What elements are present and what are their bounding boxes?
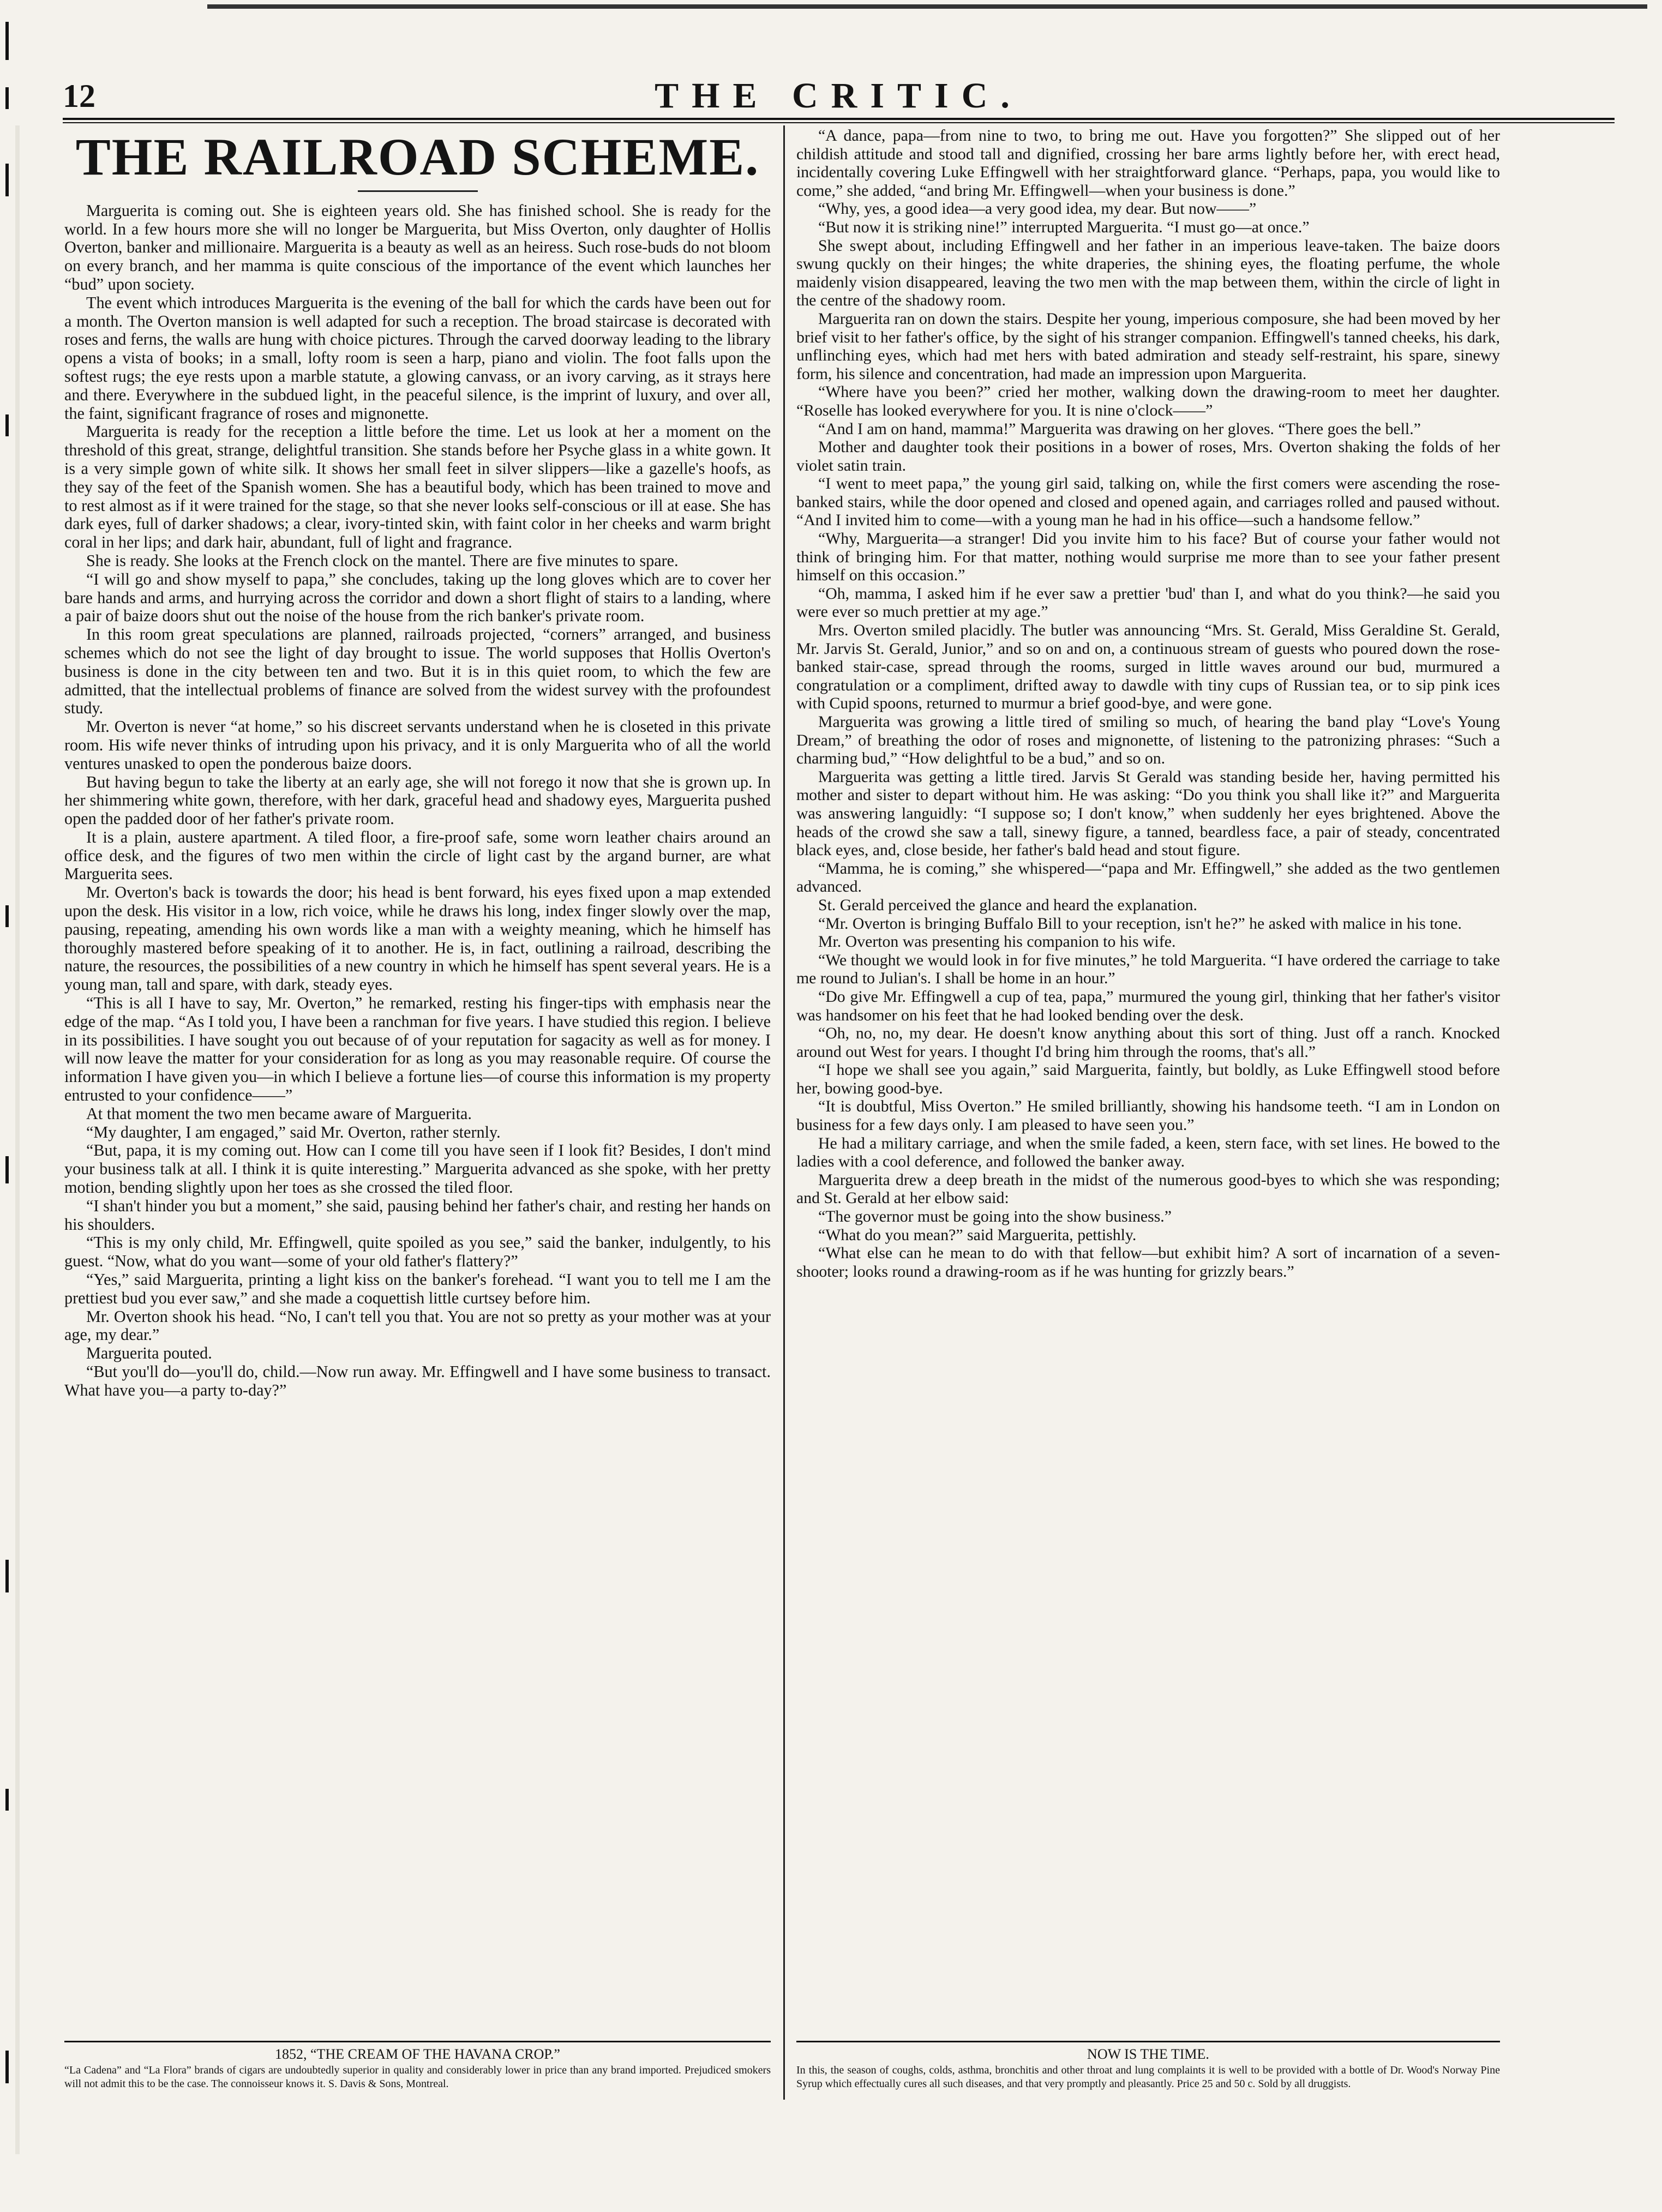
- article-paragraph: But having begun to take the liberty at an early age, she will not forego it now that she is grown up. In her shimmering white gown, therefore, with her dark, graceful head and shadowy eyes, Marguerita pushed open the padded door of her father's private room.: [64, 772, 771, 828]
- article-paragraph: “My daughter, I am engaged,” said Mr. Overton, rather sternly.: [86, 1122, 501, 1141]
- ad-title: NOW IS THE TIME.: [1087, 2046, 1209, 2062]
- article-paragraph: “Oh, mamma, I asked him if he ever saw a prettier 'bud' than I, and what do you think?—he said you were ever so much prettier at my age.”: [796, 584, 1500, 621]
- article-paragraph: “The governor must be going into the show business.”: [818, 1207, 1172, 1226]
- article-paragraph: Mr. Overton was presenting his companion to his wife.: [818, 933, 1176, 951]
- binding-margin: [0, 0, 22, 2212]
- article-paragraph: In this room great speculations are planned, railroads projected, “corners” arranged, and business schemes which do not see the light of day brought to issue. The world supposes that Hollis Overton's business is done in the city between ten and two. But it is in this quiet room, to which the few are admitted, that the intellectual problems of finance are solved from the widest survey with the profoundest study.: [64, 625, 771, 718]
- article-paragraph: “But now it is striking nine!” interrupted Marguerita. “I must go—at once.”: [818, 218, 1310, 236]
- article-column-left: [64, 127, 771, 1400]
- article-paragraph: Marguerita is ready for the reception a little before the time. Let us look at her a moment on the threshold of this great, strange, delightful transition. She stands before her Psyche glass in a white gown. It is a very simple gown of white silk. It shows her small feet in silver slippers—like a gazelle's hoofs, as they say of the feet of the Spanish women. She has a beautiful body, which has been trained to move and to rest almost as if it were trained for the stage, so that she never looks self-conscious or ill at ease. She has dark eyes, full of darker shadows; a clear, ivory-tinted skin, with faint color in her cheeks and warm bright coral in her lips; and dark hair, abundant, full of light and fragrance.: [64, 422, 771, 552]
- article-paragraph: “This is all I have to say, Mr. Overton,” he remarked, resting his finger-tips with emphasis near the edge of the map. “As I told you, I have been a ranchman for five years. I have studied this region. I believe in its possibilities. I have sought you out because of of your reputation for sagacity as well as for money. I will now leave the matter for your consideration for as long as you may reasonable require. Of course the information I have given you—in which I believe a fortune lies—of course this information is my property entrusted to your confidence——”: [64, 994, 771, 1105]
- article-paragraph: St. Gerald perceived the glance and heard the explanation.: [818, 895, 1197, 914]
- article-paragraph: Mrs. Overton smiled placidly. The butler was announcing “Mrs. St. Gerald, Miss Geraldine St. Gerald, Mr. Jarvis St. Gerald, Junior,” and so on and on, a continuous stream of guests who poured down the rose-banked stair-case, spread through the rooms, surged in little waves around our bud, murmured a congratulation or a compliment, drifted away to dawdle with tiny cups of Russian tea, or to sip pink ices with Cupid spoons, returned to murmur a brief good-bye, and were gone.: [796, 621, 1500, 713]
- article-paragraph: Mr. Overton is never “at home,” so his discreet servants understand when he is closeted in this private room. His wife never thinks of intruding upon his privacy, and it is only Marguerita who of all the world ventures unasked to open the ponderous baize doors.: [64, 717, 771, 773]
- article-paragraph: “Why, yes, a good idea—a very good idea, my dear. But now——”: [818, 200, 1257, 218]
- page-number: 12: [63, 78, 95, 114]
- top-border-line: [207, 4, 1647, 9]
- article-paragraph: She is ready. She looks at the French clock on the mantel. There are five minutes to spare.: [86, 551, 679, 570]
- article-paragraph: Marguerita was growing a little tired of smiling so much, of hearing the band play “Love's Young Dream,” of breathing the odor of roses and mignonette, of listening to the patronizing phrases: “Such a charming bud,” “How delightful to be a bud,” and so on.: [796, 713, 1500, 768]
- article-paragraph: “But, papa, it is my coming out. How can I come till you have seen if I look fit? Besides, I don't mind your business talk at all. I think it is quite interesting.” Marguerita advanced as she spoke, with her pretty motion, bending slightly upon her toes as she crossed the tiled floor.: [64, 1141, 771, 1197]
- article-paragraph: “Why, Marguerita—a stranger! Did you invite him to his face? But of course your father would not think of bringing him. For that matter, nothing would surprise me more than to see your father present himself on this occasion.”: [796, 530, 1500, 585]
- article-paragraph: “Mamma, he is coming,” she whispered—“papa and Mr. Effingwell,” she added as the two gentlemen advanced.: [796, 859, 1500, 896]
- article-paragraph: Mr. Overton's back is towards the door; his head is bent forward, his eyes fixed upon a map extended upon the desk. His visitor in a low, rich voice, while he draws his long, index finger slowly over the map, pausing, repeating, amending his own words like a man with a weighty meaning, which he himself has thoroughly mastered before speaking of it to another. He is, in fact, outlining a railroad, describing the nature, the resources, the possibilities of a new country in which he himself has spent several years. He is a young man, tall and spare, with dark, steady eyes.: [64, 883, 771, 994]
- article-paragraph: “And I am on hand, mamma!” Marguerita was drawing on her gloves. “There goes the bell.”: [818, 419, 1421, 438]
- article-paragraph: “Do give Mr. Effingwell a cup of tea, papa,” murmured the young girl, thinking that her father's visitor was handsomer on his feet that he had looked bending over the desk.: [796, 987, 1500, 1024]
- article-paragraph: “What do you mean?” said Marguerita, pettishly.: [818, 1225, 1137, 1244]
- article-paragraph: Marguerita drew a deep breath in the midst of the numerous good-byes to which she was responding; and St. Gerald at her elbow said:: [796, 1170, 1500, 1207]
- binding-mark: [5, 414, 9, 436]
- article-paragraph: “It is doubtful, Miss Overton.” He smiled brilliantly, showing his handsome teeth. “I am in London on business for a few days only. I am pleased to have seen you.”: [796, 1097, 1500, 1134]
- article-paragraph: The event which introduces Marguerita is the evening of the ball for which the cards have been out for a month. The Overton mansion is well adapted for such a reception. The broad staircase is decorated with roses and ferns, the walls are hung with choice pictures. Through the carved doorway leading to the library opens a vista of books; in a small, lofty room is seen a harp, piano and violin. The foot falls upon the softest rugs; the eye rests upon a marble statute, a glowing canvass, or an ivory carving, as it strays here and there. Everywhere in the subdued light, in the peaceful silence, is the imprint of luxury, and over all, the faint, significant fragrance of roses and mignonette.: [64, 293, 771, 423]
- binding-strip: [15, 125, 20, 2154]
- binding-mark: [5, 905, 9, 927]
- article-paragraph: “We thought we would look in for five minutes,” he told Marguerita. “I have ordered the carriage to take me round to Julian's. I shall be home in an hour.”: [796, 951, 1500, 988]
- ad-body: “La Cadena” and “La Flora” brands of cigars are undoubtedly superior in quality and considerably lower in price than any brand imported. Prejudiced smokers will not admit this to be the case. The connoisseur knows it. S. Davis & Sons, Montreal.: [64, 2064, 771, 2090]
- binding-mark: [5, 1156, 9, 1183]
- article-paragraph: “I hope we shall see you again,” said Marguerita, faintly, but boldly, as Luke Effingwell stood before her, bowing good-bye.: [796, 1061, 1500, 1097]
- article-paragraph: “A dance, papa—from nine to two, to bring me out. Have you forgotten?” She slipped out of her childish attitude and stood tall and dignified, crossing her bare arms lightly before her, with erect head, incidentally covering Luke Effingwell with her straightforward glance. “Perhaps, papa, you would like to come,” she added, “and bring Mr. Effingwell—when your business is done.”: [796, 127, 1500, 200]
- article-paragraph: Mother and daughter took their positions in a bower of roses, Mrs. Overton shaking the folds of her violet satin train.: [796, 438, 1500, 474]
- article-paragraph: Marguerita was getting a little tired. Jarvis St Gerald was standing beside her, having permitted his mother and sister to depart without him. He was asking: “Do you think you shall like it?” and Marguerita was answering languidly: “I suppose so; I don't know,” when suddenly her eyes brightened. Above the heads of the crowd she saw a tall, sinewy figure, a tanned, beardless face, a pair of steady, concentrated black eyes, and, close beside, her father's bald head and stout figure.: [796, 767, 1500, 859]
- article-paragraph: She swept about, including Effingwell and her father in an imperious leave-taken. The baize doors swung quckly on their hinges; the white draperies, the shining eyes, the floating perfume, the whole maidenly vision disappeared, leaving the two men with the map between them, within the circle of light in the centre of the shadowy room.: [796, 236, 1500, 310]
- article-title: THE RAILROAD SCHEME.: [75, 128, 760, 186]
- article-paragraph: “But you'll do—you'll do, child.—Now run away. Mr. Effingwell and I have some business to transact. What have you—a party to-day?”: [64, 1362, 771, 1399]
- ad-divider-right: [796, 2041, 1500, 2042]
- column-divider: [783, 125, 785, 2100]
- article-paragraph: At that moment the two men became aware of Marguerita.: [86, 1104, 472, 1123]
- article-paragraph: “This is my only child, Mr. Effingwell, quite spoiled as you see,” said the banker, indulgently, to his guest. “Now, what do you want—some of your old father's flattery?”: [64, 1233, 771, 1271]
- article-column-right: [796, 127, 1500, 1281]
- ad-title: 1852, “THE CREAM OF THE HAVANA CROP.”: [275, 2046, 560, 2062]
- ad-divider-left: [64, 2041, 771, 2042]
- header-rule-thin: [63, 122, 1615, 123]
- binding-mark: [5, 87, 9, 109]
- masthead: THE CRITIC.: [655, 76, 1023, 116]
- ad-body: In this, the season of coughs, colds, asthma, bronchitis and other throat and lung complaints it is well to be provided with a bottle of Dr. Wood's Norway Pine Syrup which effectually cures all such diseases, and that very promptly and pleasantly. Price 25 and 50 c. Sold by all druggists.: [796, 2064, 1500, 2090]
- article-paragraph: “Mr. Overton is bringing Buffalo Bill to your reception, isn't he?” he asked with malice in his tone.: [818, 914, 1462, 933]
- header-rule: [63, 118, 1615, 120]
- article-paragraph: It is a plain, austere apartment. A tiled floor, a fire-proof safe, some worn leather chairs around an office desk, and the figures of two men within the circle of light cast by the argand burner, are what Marguerita sees.: [64, 827, 771, 883]
- binding-mark: [5, 1789, 9, 1811]
- article-paragraph: Marguerita is coming out. She is eighteen years old. She has finished school. She is ready for the world. In a few hours more she will no longer be Marguerita, but Miss Overton, only daughter of Hollis Overton, banker and millionaire. Marguerita is a beauty as well as an heiress. Such rose-buds do not bloom on every branch, and her mamma is quite conscious of the importance of the event which launches her “bud” upon society.: [64, 201, 771, 293]
- article-paragraph: He had a military carriage, and when the smile faded, a keen, stern face, with set lines. He bowed to the ladies with a cool deference, and followed the banker away.: [796, 1134, 1500, 1171]
- binding-mark: [5, 22, 9, 60]
- article-paragraph: Marguerita pouted.: [86, 1344, 212, 1363]
- article-paragraph: “Oh, no, no, my dear. He doesn't know anything about this sort of thing. Just off a ranch. Knocked around out West for years. I thought I'd bring him through the rooms, that's all.”: [796, 1024, 1500, 1061]
- binding-mark: [5, 1560, 9, 1592]
- article-paragraph: “I will go and show myself to papa,” she concludes, taking up the long gloves which are to cover her bare hands and arms, and hurrying across the corridor and down a short flight of stairs to a landing, where a pair of baize doors shut out the noise of the house from the rich banker's private room.: [64, 569, 771, 626]
- article-paragraph: “Yes,” said Marguerita, printing a light kiss on the banker's forehead. “I want you to tell me I am the prettiest bud you ever saw,” and she made a coquettish little curtsey before him.: [64, 1270, 771, 1307]
- article-paragraph: “I shan't hinder you but a moment,” she said, pausing behind her father's chair, and resting her hands on his shoulders.: [64, 1196, 771, 1234]
- advertisement-right: [796, 2046, 1500, 2091]
- binding-mark: [5, 164, 9, 196]
- article-paragraph: “I went to meet papa,” the young girl said, talking on, while the first comers were ascending the rose-banked stairs, while the door opened and closed and opened again, and carriages rolled and paused without. “And I invited him to come—with a young man he had in his office—such a handsome fellow.”: [796, 474, 1500, 530]
- article-paragraph: Mr. Overton shook his head. “No, I can't tell you that. You are not so pretty as your mother was at your age, my dear.”: [64, 1307, 771, 1344]
- title-rule: [358, 190, 478, 192]
- page-header: [63, 71, 1615, 120]
- article-paragraph: “Where have you been?” cried her mother, walking down the drawing-room to meet her daughter. “Roselle has looked everywhere for you. It is nine o'clock——”: [796, 383, 1500, 419]
- article-paragraph: “What else can he mean to do with that fellow—but exhibit him? A sort of incarnation of a seven-shooter; looks round a drawing-room as if he was hunting for grizzly bears.”: [796, 1244, 1500, 1281]
- advertisement-left: [64, 2046, 771, 2091]
- article-paragraph: Marguerita ran on down the stairs. Despite her young, imperious composure, she had been moved by her brief visit to her father's office, by the sight of his stranger companion. Effingwell's tanned cheeks, his dark, unflinching eyes, which had met hers with bated admiration and steady self-restraint, his spare, sinewy form, his silence and concentration, had made an impression upon Marguerita.: [796, 309, 1500, 383]
- binding-mark: [5, 2051, 9, 2083]
